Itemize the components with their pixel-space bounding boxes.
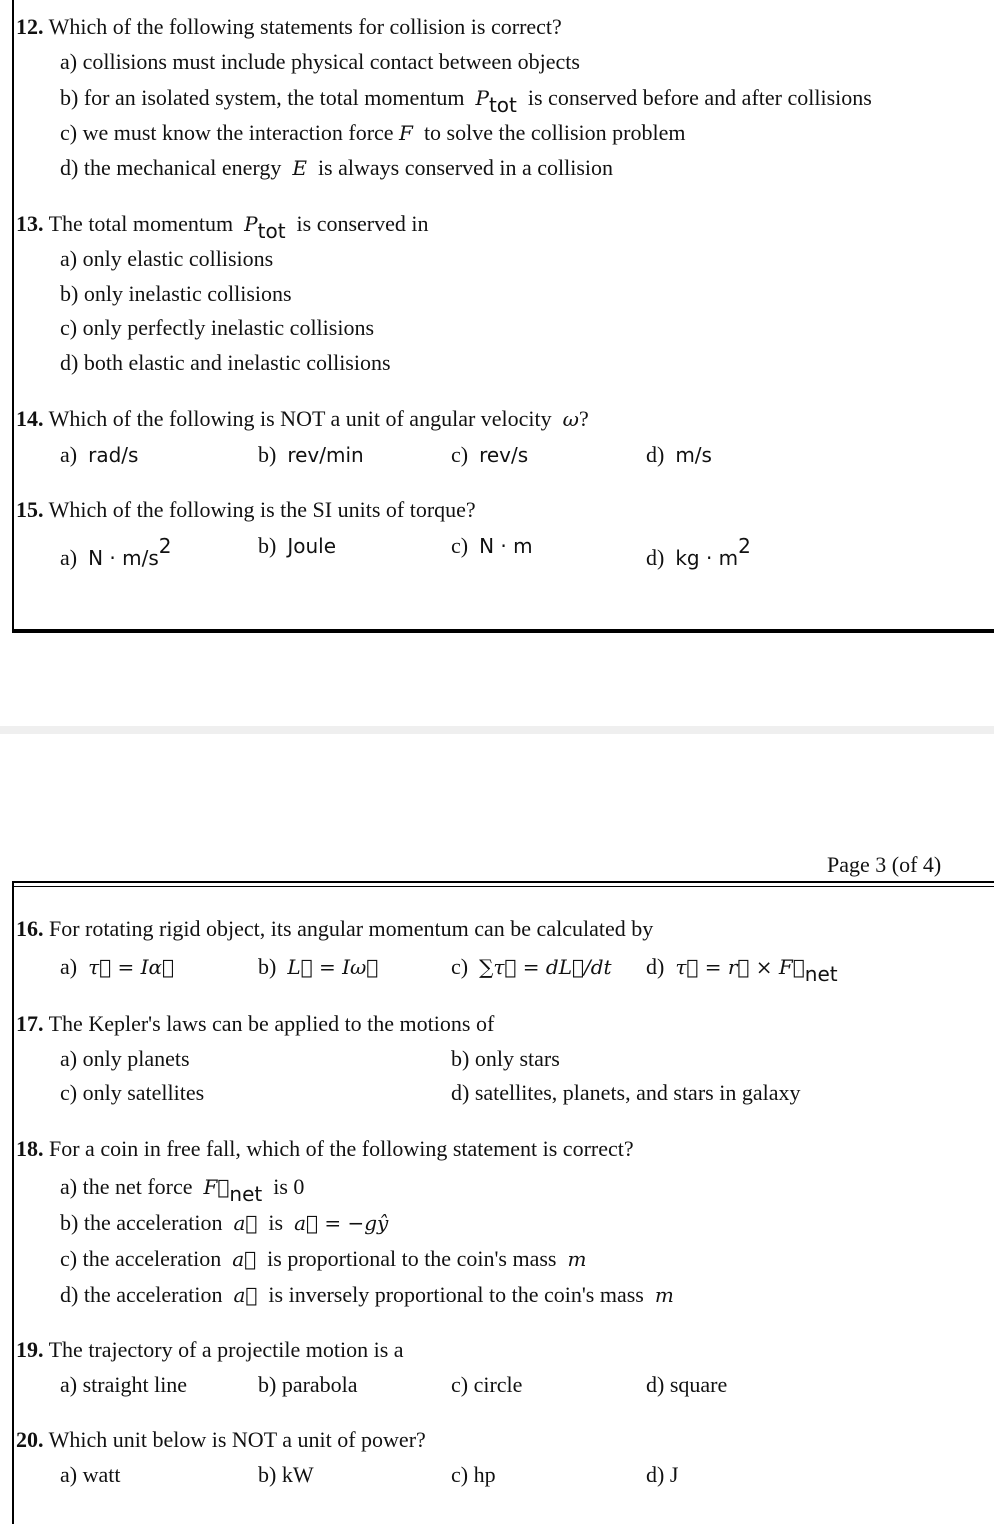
option-value: rad/s (88, 443, 139, 467)
option-text: b) for an isolated system, the total momentum (60, 85, 465, 110)
force-symbol: F (399, 121, 413, 145)
momentum-symbol: P (244, 212, 258, 236)
question-number: 15. (16, 497, 44, 522)
superscript: 2 (158, 534, 172, 558)
question-text: Which of the following is the SI units of torque? (48, 497, 476, 522)
option-value: N · m (479, 534, 533, 558)
option-a (60, 1173, 304, 1208)
omega-symbol: ω (562, 407, 579, 431)
option-c (60, 119, 685, 147)
option-a (60, 441, 138, 469)
option-text: c) the acceleration (60, 1246, 222, 1271)
energy-symbol: E (292, 156, 307, 180)
acceleration-vector: a⃗ (233, 1211, 258, 1235)
option-b: b) only stars (451, 1046, 560, 1071)
option-text: a) the net force (60, 1174, 193, 1199)
option-value: Joule (287, 534, 336, 558)
superscript: 2 (738, 534, 751, 558)
option-letter: a) (60, 545, 78, 570)
question-13-stem (16, 210, 429, 245)
option-text: is 0 (273, 1174, 305, 1199)
formula: τ⃗ = r⃗ × F⃗ (675, 955, 805, 979)
subscript: net (229, 1182, 263, 1206)
question-number: 14. (16, 406, 44, 431)
momentum-symbol: P (475, 86, 489, 110)
question-text: The trajectory of a projectile motion is a (48, 1337, 404, 1362)
option-letter: d) (646, 442, 665, 467)
option-c (451, 532, 533, 560)
option-b (258, 532, 336, 560)
option-b: b) only inelastic collisions (60, 281, 292, 306)
question-text: For a coin in free fall, which of the following statement is correct? (49, 1136, 634, 1161)
question-number: 20. (16, 1427, 44, 1452)
question-text: is conserved in (296, 211, 429, 236)
option-d (60, 154, 613, 182)
option-c (451, 953, 612, 981)
option-text: is proportional to the coin's mass (267, 1246, 557, 1271)
mass-symbol: m (567, 1247, 587, 1271)
question-19-stem (16, 1336, 404, 1364)
left-border-line (12, 883, 14, 1524)
question-14-stem (16, 405, 589, 433)
option-value: kg · m (675, 546, 739, 570)
option-letter: b) (258, 954, 277, 979)
option-d: d) J (646, 1462, 679, 1487)
option-value: rev/s (479, 443, 529, 467)
question-15-stem (16, 496, 476, 524)
option-text: b) the acceleration (60, 1210, 223, 1235)
option-letter: c) (451, 533, 469, 558)
option-b (258, 953, 378, 981)
option-d: d) square (646, 1372, 728, 1397)
question-text: Which of the following statements for collision is correct? (48, 14, 562, 39)
page-indicator: Page 3 (of 4) (827, 852, 942, 877)
option-a: a) watt (60, 1462, 121, 1487)
acceleration-vector: a⃗ (232, 1247, 257, 1271)
option-text: is conserved before and after collisions (527, 85, 872, 110)
question-text: Which of the following is NOT a unit of angular velocity (48, 406, 552, 431)
option-text: d) the acceleration (60, 1282, 223, 1307)
question-text: The Kepler's laws can be applied to the motions of (48, 1011, 495, 1036)
question-20-stem (16, 1426, 426, 1454)
option-d (60, 1281, 674, 1309)
question-number: 12. (16, 14, 44, 39)
question-number: 16. (16, 916, 44, 941)
option-letter: a) (60, 442, 78, 467)
subscript: net (804, 962, 838, 986)
option-value: rev/min (287, 443, 364, 467)
question-number: 18. (16, 1136, 44, 1161)
option-text: c) we must know the interaction force (60, 120, 394, 145)
question-text: The total momentum (48, 211, 234, 236)
bottom-border-line (12, 629, 994, 633)
option-a: a) straight line (60, 1372, 188, 1397)
option-value: m/s (675, 443, 712, 467)
option-a (60, 48, 580, 76)
question-17-stem (16, 1010, 494, 1038)
option-c: c) only perfectly inelastic collisions (60, 315, 375, 340)
option-c: c) hp (451, 1462, 496, 1487)
question-text: For rotating rigid object, its angular momentum can be calculated by (49, 916, 654, 941)
option-letter: c) (451, 442, 469, 467)
question-text: Which unit below is NOT a unit of power? (48, 1427, 426, 1452)
page-gap-band (0, 726, 994, 734)
option-letter: b) (258, 533, 277, 558)
left-border-line (12, 0, 14, 632)
option-text: a) collisions must include physical contact between objects (60, 49, 580, 74)
option-c (451, 441, 528, 469)
option-letter: c) (451, 954, 469, 979)
option-letter: a) (60, 954, 78, 979)
option-a (60, 953, 174, 981)
exam-sheet-upper (0, 0, 994, 634)
formula: a⃗ = −gŷ (294, 1211, 389, 1235)
option-b (60, 1209, 388, 1237)
question-16-stem (16, 915, 653, 943)
formula: ∑τ⃗ = dL⃗/dt (479, 955, 612, 979)
formula: L⃗ = Iω⃗ (287, 955, 379, 979)
top-border-line-inner (12, 886, 994, 887)
option-c: c) circle (451, 1372, 523, 1397)
option-a: a) only planets (60, 1046, 190, 1071)
top-border-line (12, 881, 994, 883)
option-d: d) both elastic and inelastic collisions (60, 350, 391, 375)
option-b (60, 84, 872, 119)
option-a (60, 532, 172, 572)
question-mark: ? (578, 406, 589, 431)
option-c (60, 1245, 586, 1273)
option-b (258, 441, 364, 469)
option-d (646, 532, 751, 572)
option-text: is always conserved in a collision (317, 155, 614, 180)
option-b: b) kW (258, 1462, 314, 1487)
question-number: 17. (16, 1011, 44, 1036)
subscript: tot (257, 219, 286, 243)
formula: τ⃗ = Iα⃗ (88, 955, 175, 979)
option-d: d) satellites, planets, and stars in galaxy (451, 1080, 801, 1105)
option-c: c) only satellites (60, 1080, 205, 1105)
option-a: a) only elastic collisions (60, 246, 274, 271)
option-letter: d) (646, 545, 665, 570)
option-letter: d) (646, 954, 665, 979)
force-vector: F⃗ (203, 1175, 230, 1199)
question-number: 19. (16, 1337, 44, 1362)
option-text: d) the mechanical energy (60, 155, 282, 180)
question-number: 13. (16, 211, 44, 236)
question-12-stem (16, 13, 562, 41)
acceleration-vector: a⃗ (233, 1283, 258, 1307)
subscript: tot (488, 93, 517, 117)
exam-sheet-lower (0, 734, 994, 1524)
option-d (646, 953, 838, 988)
mass-symbol: m (654, 1283, 674, 1307)
option-text: is (268, 1210, 284, 1235)
question-18-stem (16, 1135, 634, 1163)
option-b: b) parabola (258, 1372, 358, 1397)
option-d (646, 441, 712, 469)
option-value: N · m/s (88, 546, 159, 570)
option-text: is inversely proportional to the coin's mass (268, 1282, 644, 1307)
option-text: to solve the collision problem (423, 120, 686, 145)
option-letter: b) (258, 442, 277, 467)
